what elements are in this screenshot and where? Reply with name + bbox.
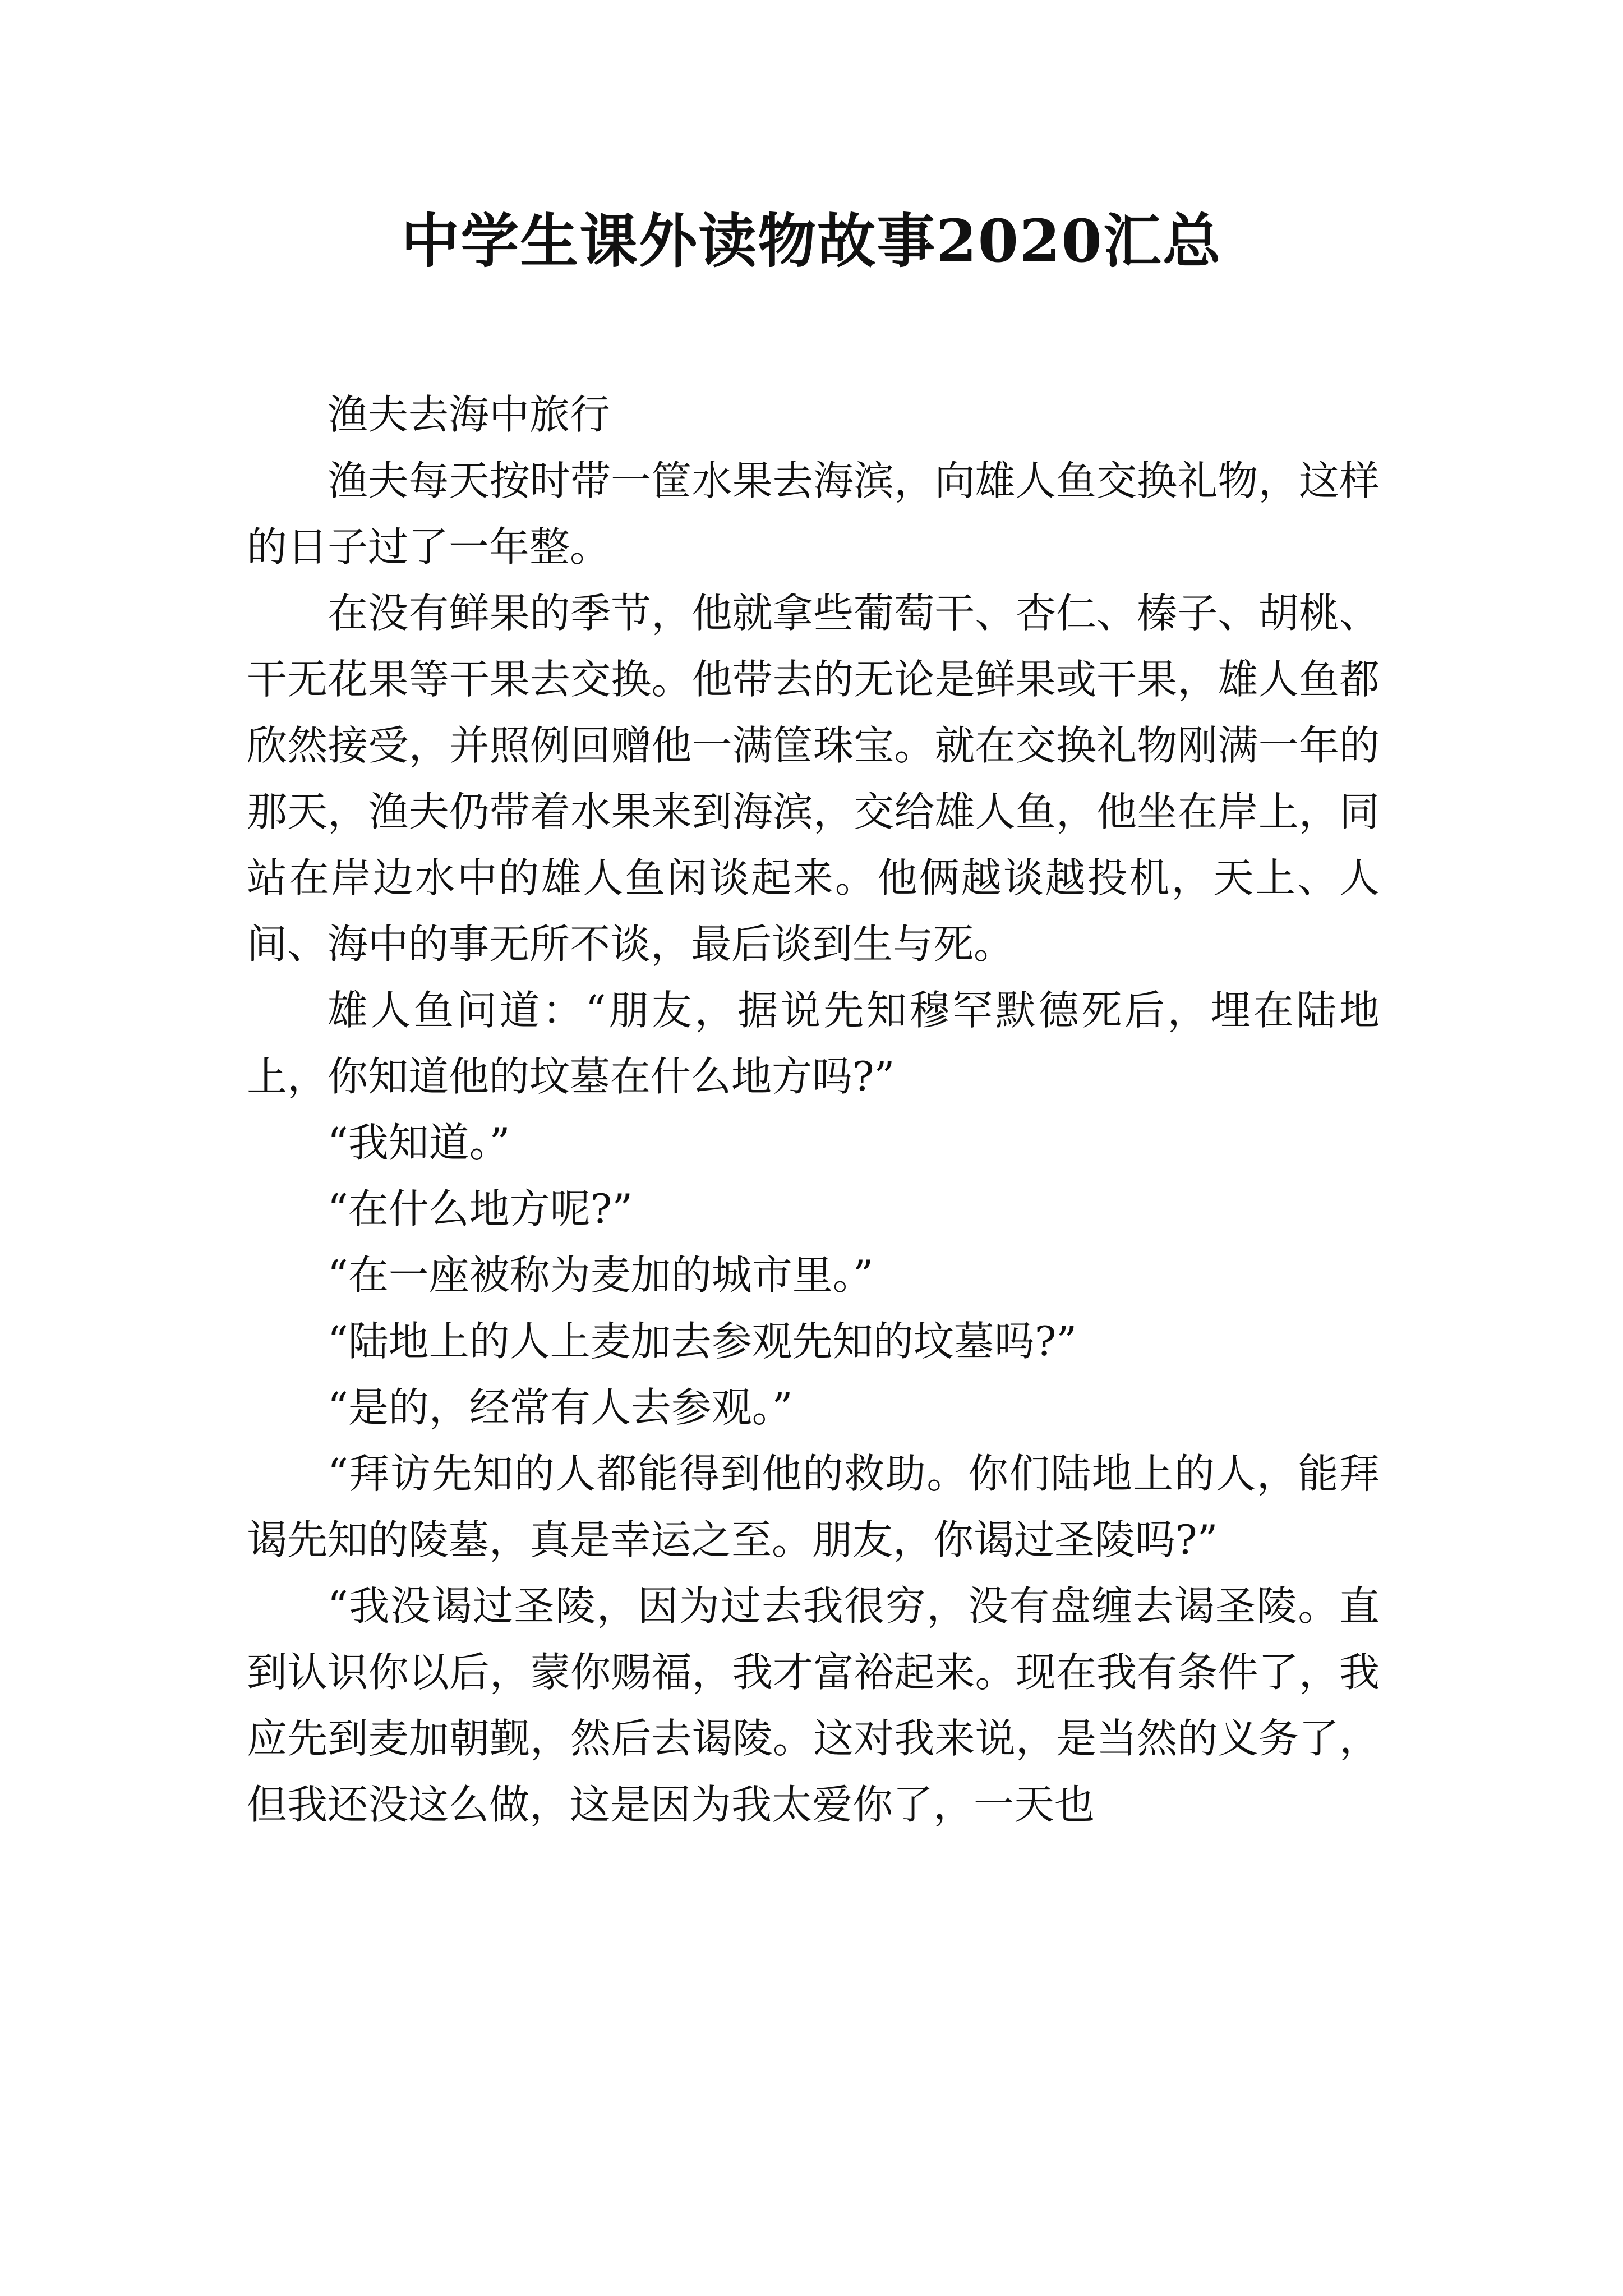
paragraph: 雄人鱼问道：“朋友，据说先知穆罕默德死后，埋在陆地上，你知道他的坟墓在什么地方吗?” (247, 987, 1380, 1100)
paragraph: 渔夫每天按时带一筐水果去海滨，向雄人鱼交换礼物，这样的日子过了一年整。 (247, 457, 1380, 570)
document-body (247, 381, 1380, 1838)
section-heading: 渔夫去海中旅行 (328, 391, 611, 438)
paragraph: “拜访先知的人都能得到他的救助。你们陆地上的人，能拜谒先知的陵墓，真是幸运之至。朋友，你谒过圣陵吗?” (247, 1450, 1380, 1563)
document-title: 中学生课外读物故事2020汇总 (401, 206, 1222, 275)
paragraph: 在没有鲜果的季节，他就拿些葡萄干、杏仁、榛子、胡桃、干无花果等干果去交换。他带去的无论是鲜果或干果，雄人鱼都欣然接受，并照例回赠他一满筐珠宝。就在交换礼物刚满一年的那天，渔夫仍带着水果来到海滨，交给雄人鱼，他坐在岸上，同站在岸边水中的雄人鱼闲谈起来。他俩越谈越投机，天上、人间、海中的事无所不谈，最后谈到生与死。 (247, 590, 1380, 968)
paragraph: “在什么地方呢?” (328, 1185, 633, 1232)
paragraph: “我知道。” (328, 1119, 510, 1166)
paragraph: “在一座被称为麦加的城市里。” (328, 1251, 874, 1299)
paragraph: “我没谒过圣陵，因为过去我很穷，没有盘缠去谒圣陵。直到认识你以后，蒙你赐福，我才富裕起来。现在我有条件了，我应先到麦加朝觐，然后去谒陵。这对我来说，是当然的义务了，但我还没这么做，这是因为我太爱你了，一天也 (247, 1582, 1380, 1828)
paragraph: “陆地上的人上麦加去参观先知的坟墓吗?” (328, 1318, 1077, 1365)
paragraph: “是的，经常有人去参观。” (328, 1384, 793, 1431)
